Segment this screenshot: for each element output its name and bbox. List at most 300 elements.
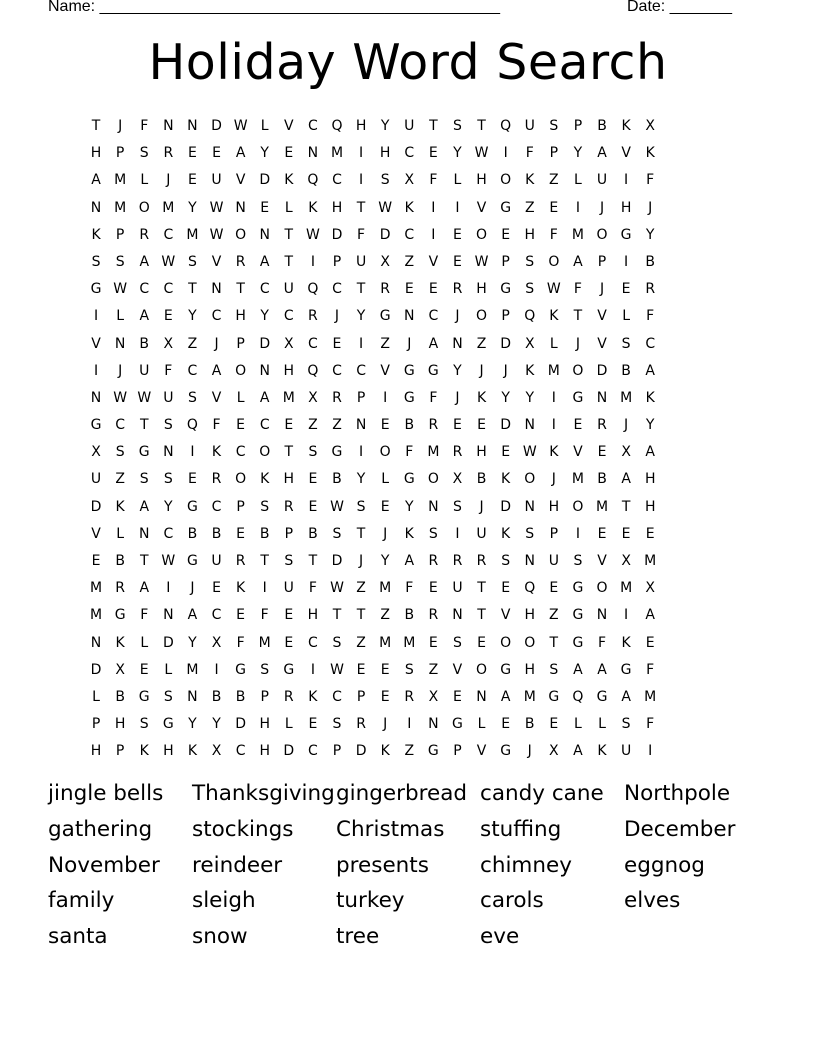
grid-letter[interactable]: T <box>236 281 245 298</box>
grid-letter[interactable]: R <box>115 580 125 597</box>
grid-letter[interactable]: Z <box>356 580 366 597</box>
grid-letter[interactable]: S <box>332 716 342 733</box>
grid-letter[interactable]: F <box>646 308 655 325</box>
grid-letter[interactable]: M <box>571 471 584 488</box>
grid-letter[interactable]: Q <box>307 172 319 189</box>
grid-letter[interactable]: M <box>427 444 440 461</box>
grid-letter[interactable]: K <box>645 145 655 162</box>
grid-letter[interactable]: W <box>233 118 248 134</box>
grid-letter[interactable]: G <box>500 743 512 760</box>
grid-letter[interactable]: E <box>187 172 197 189</box>
grid-letter[interactable]: E <box>356 661 366 678</box>
grid-letter[interactable]: N <box>163 444 174 461</box>
grid-letter[interactable]: K <box>308 688 318 705</box>
grid-letter[interactable]: L <box>116 308 125 325</box>
grid-letter[interactable]: S <box>332 634 342 651</box>
grid-letter[interactable]: L <box>598 716 606 733</box>
grid-letter[interactable]: K <box>476 389 487 406</box>
grid-letter[interactable]: Z <box>476 335 487 352</box>
grid-letter[interactable]: H <box>235 308 246 325</box>
grid-letter[interactable]: J <box>551 471 556 488</box>
grid-letter[interactable]: S <box>453 498 462 515</box>
grid-letter[interactable]: M <box>282 389 295 406</box>
grid-letter[interactable]: S <box>621 716 631 733</box>
grid-letter[interactable]: V <box>91 335 101 352</box>
grid-letter[interactable]: X <box>428 688 439 705</box>
grid-letter[interactable]: B <box>476 471 487 488</box>
grid-letter[interactable]: E <box>236 525 246 542</box>
grid-letter[interactable]: K <box>549 444 559 461</box>
grid-letter[interactable]: A <box>645 444 655 461</box>
grid-letter[interactable]: M <box>330 145 344 162</box>
grid-letter[interactable]: X <box>452 471 463 488</box>
grid-letter[interactable]: C <box>332 281 342 298</box>
grid-letter[interactable]: N <box>90 199 102 216</box>
grid-letter[interactable]: O <box>476 308 488 325</box>
grid-letter[interactable]: Y <box>501 389 510 406</box>
grid-letter[interactable]: A <box>139 498 150 515</box>
grid-letter[interactable]: M <box>186 226 199 243</box>
grid-letter[interactable]: M <box>114 199 127 216</box>
grid-letter[interactable]: E <box>453 226 462 243</box>
grid-letter[interactable]: U <box>211 553 222 569</box>
grid-letter[interactable]: G <box>572 607 584 624</box>
grid-letter[interactable]: O <box>500 634 512 651</box>
grid-letter[interactable]: P <box>501 308 510 325</box>
grid-letter[interactable]: O <box>476 661 488 678</box>
grid-letter[interactable]: V <box>428 253 439 270</box>
grid-letter[interactable]: N <box>114 335 126 352</box>
grid-letter[interactable]: E <box>501 444 511 461</box>
grid-letter[interactable]: G <box>572 389 584 406</box>
grid-letter[interactable]: K <box>645 389 655 406</box>
grid-letter[interactable]: E <box>501 716 511 733</box>
grid-letter[interactable]: C <box>211 308 222 325</box>
grid-letter[interactable]: K <box>501 471 511 488</box>
grid-letter[interactable]: Q <box>307 362 319 379</box>
grid-letter[interactable]: Y <box>380 553 390 569</box>
grid-letter[interactable]: N <box>187 118 198 134</box>
grid-letter[interactable]: K <box>115 498 125 515</box>
grid-letter[interactable]: M <box>90 607 103 624</box>
grid-letter[interactable]: E <box>284 417 294 434</box>
grid-letter[interactable]: P <box>260 688 269 705</box>
grid-letter[interactable]: T <box>332 607 342 624</box>
grid-letter[interactable]: J <box>503 362 508 379</box>
grid-letter[interactable]: O <box>596 580 608 597</box>
grid-letter[interactable]: V <box>573 444 583 461</box>
grid-letter[interactable]: W <box>161 253 176 270</box>
grid-letter[interactable]: N <box>452 335 463 352</box>
grid-letter[interactable]: F <box>140 607 149 624</box>
grid-letter[interactable]: C <box>211 607 222 624</box>
grid-letter[interactable]: K <box>621 118 631 134</box>
grid-letter[interactable]: I <box>310 661 315 678</box>
grid-letter[interactable]: G <box>403 471 415 488</box>
grid-letter[interactable]: M <box>114 172 127 189</box>
grid-letter[interactable]: R <box>235 253 246 270</box>
grid-letter[interactable]: S <box>163 688 173 705</box>
grid-letter[interactable]: S <box>115 444 125 461</box>
date-field-label[interactable]: Date: _______ <box>627 0 732 15</box>
grid-letter[interactable]: P <box>236 335 245 352</box>
grid-letter[interactable]: E <box>236 607 246 624</box>
grid-letter[interactable]: C <box>308 634 318 651</box>
grid-letter[interactable]: O <box>235 362 247 379</box>
grid-letter[interactable]: L <box>549 335 558 352</box>
grid-letter[interactable]: M <box>162 199 175 216</box>
grid-letter[interactable]: T <box>139 417 149 434</box>
grid-letter[interactable]: J <box>648 199 653 216</box>
grid-letter[interactable]: H <box>283 471 295 488</box>
grid-letter[interactable]: M <box>523 688 536 705</box>
grid-letter[interactable]: I <box>551 389 556 406</box>
grid-letter[interactable]: K <box>404 525 414 542</box>
grid-letter[interactable]: V <box>597 553 607 569</box>
grid-letter[interactable]: E <box>621 281 631 298</box>
grid-letter[interactable]: N <box>524 498 535 515</box>
grid-letter[interactable]: W <box>474 145 489 162</box>
grid-letter[interactable]: Q <box>572 688 584 705</box>
grid-letter[interactable]: W <box>546 281 561 298</box>
grid-letter[interactable]: W <box>209 226 224 243</box>
grid-letter[interactable]: G <box>403 362 415 379</box>
grid-letter[interactable]: X <box>621 553 631 569</box>
grid-letter[interactable]: Z <box>380 607 390 624</box>
grid-letter[interactable]: F <box>646 172 655 189</box>
grid-letter[interactable]: M <box>379 634 392 651</box>
grid-letter[interactable]: G <box>283 661 295 678</box>
grid-letter[interactable]: N <box>235 199 246 216</box>
grid-letter[interactable]: D <box>211 118 222 134</box>
grid-letter[interactable]: H <box>331 199 343 216</box>
grid-letter[interactable]: P <box>356 688 366 705</box>
grid-letter[interactable]: Z <box>524 199 535 216</box>
grid-letter[interactable]: O <box>572 498 584 515</box>
grid-letter[interactable]: H <box>476 444 487 461</box>
grid-letter[interactable]: Y <box>453 362 462 379</box>
grid-letter[interactable]: E <box>573 417 583 434</box>
grid-letter[interactable]: K <box>597 743 607 760</box>
grid-letter[interactable]: P <box>501 253 510 270</box>
grid-letter[interactable]: I <box>214 661 219 678</box>
grid-letter[interactable]: Z <box>404 743 415 760</box>
grid-letter[interactable]: T <box>356 199 366 216</box>
grid-letter[interactable]: G <box>138 688 150 705</box>
grid-letter[interactable]: O <box>572 362 584 379</box>
grid-letter[interactable]: L <box>622 308 631 325</box>
grid-letter[interactable]: I <box>624 607 629 624</box>
grid-letter[interactable]: W <box>305 226 320 243</box>
grid-letter[interactable]: Q <box>524 308 536 325</box>
grid-letter[interactable]: G <box>114 607 126 624</box>
grid-letter[interactable]: K <box>139 743 149 760</box>
grid-letter[interactable]: B <box>308 525 318 542</box>
grid-letter[interactable]: Q <box>500 118 512 134</box>
grid-letter[interactable]: L <box>574 716 582 733</box>
grid-letter[interactable]: R <box>452 444 463 461</box>
grid-letter[interactable]: Q <box>307 281 319 298</box>
grid-letter[interactable]: C <box>332 172 342 189</box>
grid-letter[interactable]: B <box>597 471 607 488</box>
grid-letter[interactable]: M <box>403 634 416 651</box>
grid-letter[interactable]: W <box>113 281 128 298</box>
grid-letter[interactable]: E <box>308 498 318 515</box>
grid-letter[interactable]: V <box>284 118 294 134</box>
grid-letter[interactable]: K <box>187 743 198 760</box>
grid-letter[interactable]: A <box>645 607 655 624</box>
grid-letter[interactable]: N <box>307 145 319 162</box>
grid-letter[interactable]: O <box>548 253 560 270</box>
grid-letter[interactable]: D <box>162 634 174 651</box>
grid-letter[interactable]: D <box>90 498 102 515</box>
grid-letter[interactable]: P <box>91 716 101 733</box>
grid-letter[interactable]: P <box>115 145 125 162</box>
grid-letter[interactable]: N <box>259 226 270 243</box>
grid-letter[interactable]: U <box>355 253 367 270</box>
grid-letter[interactable]: W <box>330 498 344 515</box>
grid-letter[interactable]: X <box>115 661 125 678</box>
grid-letter[interactable]: T <box>477 118 486 134</box>
grid-letter[interactable]: M <box>258 634 271 651</box>
grid-letter[interactable]: A <box>235 145 246 162</box>
grid-letter[interactable]: E <box>212 145 221 162</box>
grid-letter[interactable]: S <box>453 634 462 651</box>
grid-letter[interactable]: P <box>284 525 294 542</box>
grid-letter[interactable]: G <box>620 226 632 243</box>
grid-letter[interactable]: L <box>92 688 100 705</box>
grid-letter[interactable]: C <box>211 498 222 515</box>
grid-letter[interactable]: J <box>599 281 605 298</box>
grid-letter[interactable]: X <box>211 634 222 651</box>
grid-letter[interactable]: R <box>452 281 463 298</box>
grid-letter[interactable]: F <box>164 362 173 379</box>
grid-letter[interactable]: J <box>359 553 364 569</box>
grid-letter[interactable]: Y <box>260 145 269 162</box>
grid-letter[interactable]: N <box>428 498 439 515</box>
grid-letter[interactable]: C <box>308 118 318 134</box>
grid-letter[interactable]: N <box>476 688 487 705</box>
grid-letter[interactable]: U <box>283 580 294 597</box>
grid-letter[interactable]: I <box>383 389 388 406</box>
grid-letter[interactable]: I <box>624 253 629 270</box>
grid-letter[interactable]: I <box>503 145 508 162</box>
grid-letter[interactable]: E <box>380 661 390 678</box>
grid-letter[interactable]: S <box>404 661 414 678</box>
grid-letter[interactable]: E <box>428 634 438 651</box>
grid-letter[interactable]: W <box>113 389 128 406</box>
grid-letter[interactable]: H <box>524 661 535 678</box>
grid-letter[interactable]: Z <box>428 661 439 678</box>
grid-letter[interactable]: I <box>407 716 412 733</box>
grid-letter[interactable]: J <box>527 743 532 760</box>
grid-letter[interactable]: E <box>139 661 149 678</box>
grid-letter[interactable]: P <box>332 743 342 760</box>
grid-letter[interactable]: S <box>332 525 342 542</box>
grid-letter[interactable]: V <box>91 525 101 542</box>
grid-letter[interactable]: S <box>573 553 583 569</box>
grid-letter[interactable]: F <box>260 607 269 624</box>
grid-letter[interactable]: H <box>476 281 487 298</box>
grid-letter[interactable]: I <box>431 226 436 243</box>
grid-letter[interactable]: E <box>91 553 101 569</box>
grid-letter[interactable]: E <box>428 580 438 597</box>
grid-letter[interactable]: Y <box>573 145 583 162</box>
grid-letter[interactable]: Y <box>645 417 655 434</box>
grid-letter[interactable]: E <box>453 253 462 270</box>
grid-letter[interactable]: V <box>621 145 631 162</box>
grid-letter[interactable]: W <box>330 580 344 597</box>
grid-letter[interactable]: N <box>596 607 608 624</box>
grid-letter[interactable]: B <box>211 688 222 705</box>
grid-letter[interactable]: D <box>259 172 271 189</box>
grid-letter[interactable]: S <box>525 253 535 270</box>
grid-letter[interactable]: M <box>644 553 657 569</box>
grid-letter[interactable]: A <box>573 743 583 760</box>
grid-letter[interactable]: I <box>190 444 195 461</box>
grid-letter[interactable]: E <box>477 634 486 651</box>
grid-letter[interactable]: Y <box>188 634 197 651</box>
grid-letter[interactable]: E <box>428 145 438 162</box>
grid-letter[interactable]: L <box>140 172 149 189</box>
grid-letter[interactable]: C <box>187 362 198 379</box>
grid-letter[interactable]: J <box>624 417 629 434</box>
grid-letter[interactable]: O <box>524 471 536 488</box>
grid-letter[interactable]: N <box>428 716 439 733</box>
grid-letter[interactable]: U <box>211 172 222 189</box>
grid-letter[interactable]: Y <box>525 389 535 406</box>
grid-letter[interactable]: R <box>139 226 150 243</box>
grid-letter[interactable]: B <box>404 607 415 624</box>
grid-letter[interactable]: W <box>137 389 152 406</box>
grid-letter[interactable]: Q <box>524 580 536 597</box>
grid-letter[interactable]: R <box>645 281 656 298</box>
grid-letter[interactable]: S <box>260 661 270 678</box>
grid-letter[interactable]: U <box>139 362 150 379</box>
grid-letter[interactable]: R <box>308 308 318 325</box>
grid-letter[interactable]: Y <box>188 308 197 325</box>
grid-letter[interactable]: G <box>235 661 247 678</box>
grid-letter[interactable]: B <box>645 253 655 270</box>
grid-letter[interactable]: E <box>332 335 342 352</box>
grid-letter[interactable]: A <box>597 661 607 678</box>
grid-letter[interactable]: A <box>573 661 583 678</box>
grid-letter[interactable]: J <box>479 362 484 379</box>
grid-letter[interactable]: A <box>211 362 222 379</box>
grid-letter[interactable]: A <box>91 172 101 189</box>
grid-letter[interactable]: L <box>260 118 269 134</box>
grid-letter[interactable]: Y <box>380 118 390 134</box>
grid-letter[interactable]: P <box>597 253 607 270</box>
grid-letter[interactable]: G <box>162 716 174 733</box>
grid-letter[interactable]: I <box>431 199 436 216</box>
grid-letter[interactable]: T <box>188 281 197 298</box>
grid-letter[interactable]: L <box>164 661 173 678</box>
grid-letter[interactable]: P <box>356 389 366 406</box>
grid-letter[interactable]: E <box>260 199 270 216</box>
grid-letter[interactable]: G <box>452 716 463 733</box>
grid-letter[interactable]: G <box>403 389 415 406</box>
grid-letter[interactable]: R <box>283 498 294 515</box>
grid-letter[interactable]: E <box>187 145 197 162</box>
grid-letter[interactable]: G <box>427 743 439 760</box>
grid-letter[interactable]: V <box>500 607 511 624</box>
grid-letter[interactable]: N <box>355 417 367 434</box>
grid-letter[interactable]: J <box>214 335 219 352</box>
grid-letter[interactable]: T <box>477 580 486 597</box>
grid-letter[interactable]: A <box>139 253 150 270</box>
grid-letter[interactable]: V <box>380 362 390 379</box>
grid-letter[interactable]: T <box>621 498 631 515</box>
grid-letter[interactable]: C <box>259 417 270 434</box>
grid-letter[interactable]: I <box>166 580 171 597</box>
grid-letter[interactable]: G <box>379 308 391 325</box>
grid-letter[interactable]: B <box>211 525 222 542</box>
grid-letter[interactable]: A <box>187 607 198 624</box>
name-field-label[interactable]: Name: _____________________________________________ <box>48 0 500 15</box>
grid-letter[interactable]: M <box>547 362 560 379</box>
grid-letter[interactable]: V <box>235 172 246 189</box>
grid-letter[interactable]: V <box>597 308 607 325</box>
grid-letter[interactable]: O <box>476 226 488 243</box>
grid-letter[interactable]: K <box>380 743 390 760</box>
grid-letter[interactable]: X <box>284 335 294 352</box>
grid-letter[interactable]: K <box>91 226 101 243</box>
grid-letter[interactable]: V <box>452 661 463 678</box>
grid-letter[interactable]: I <box>359 335 364 352</box>
grid-letter[interactable]: H <box>307 607 319 624</box>
grid-letter[interactable]: G <box>572 580 584 597</box>
grid-letter[interactable]: X <box>621 444 631 461</box>
grid-letter[interactable]: P <box>549 145 559 162</box>
grid-letter[interactable]: A <box>139 580 150 597</box>
grid-letter[interactable]: I <box>648 743 653 760</box>
grid-letter[interactable]: R <box>476 553 487 569</box>
grid-letter[interactable]: X <box>404 172 415 189</box>
grid-letter[interactable]: H <box>355 118 367 134</box>
grid-letter[interactable]: Y <box>356 308 366 325</box>
grid-letter[interactable]: W <box>161 553 176 569</box>
grid-letter[interactable]: U <box>283 281 294 298</box>
grid-letter[interactable]: S <box>139 145 149 162</box>
grid-letter[interactable]: E <box>549 199 559 216</box>
grid-letter[interactable]: A <box>428 335 439 352</box>
grid-letter[interactable]: O <box>596 226 608 243</box>
grid-letter[interactable]: S <box>187 253 197 270</box>
grid-letter[interactable]: G <box>500 281 512 298</box>
grid-letter[interactable]: H <box>476 172 487 189</box>
grid-letter[interactable]: P <box>115 226 125 243</box>
grid-letter[interactable]: R <box>428 607 439 624</box>
grid-letter[interactable]: C <box>332 688 342 705</box>
grid-letter[interactable]: P <box>453 743 462 760</box>
grid-letter[interactable]: S <box>91 253 101 270</box>
grid-letter[interactable]: H <box>379 145 391 162</box>
grid-letter[interactable]: F <box>525 145 534 162</box>
grid-letter[interactable]: A <box>597 145 607 162</box>
grid-letter[interactable]: S <box>380 172 390 189</box>
grid-letter[interactable]: U <box>596 172 608 189</box>
grid-letter[interactable]: U <box>476 525 487 542</box>
grid-letter[interactable]: N <box>404 308 415 325</box>
grid-letter[interactable]: N <box>596 389 608 406</box>
grid-letter[interactable]: C <box>163 525 174 542</box>
grid-letter[interactable]: W <box>522 444 537 461</box>
grid-letter[interactable]: T <box>308 553 318 569</box>
grid-letter[interactable]: R <box>332 389 342 406</box>
grid-letter[interactable]: N <box>259 362 270 379</box>
grid-letter[interactable]: R <box>235 553 246 569</box>
